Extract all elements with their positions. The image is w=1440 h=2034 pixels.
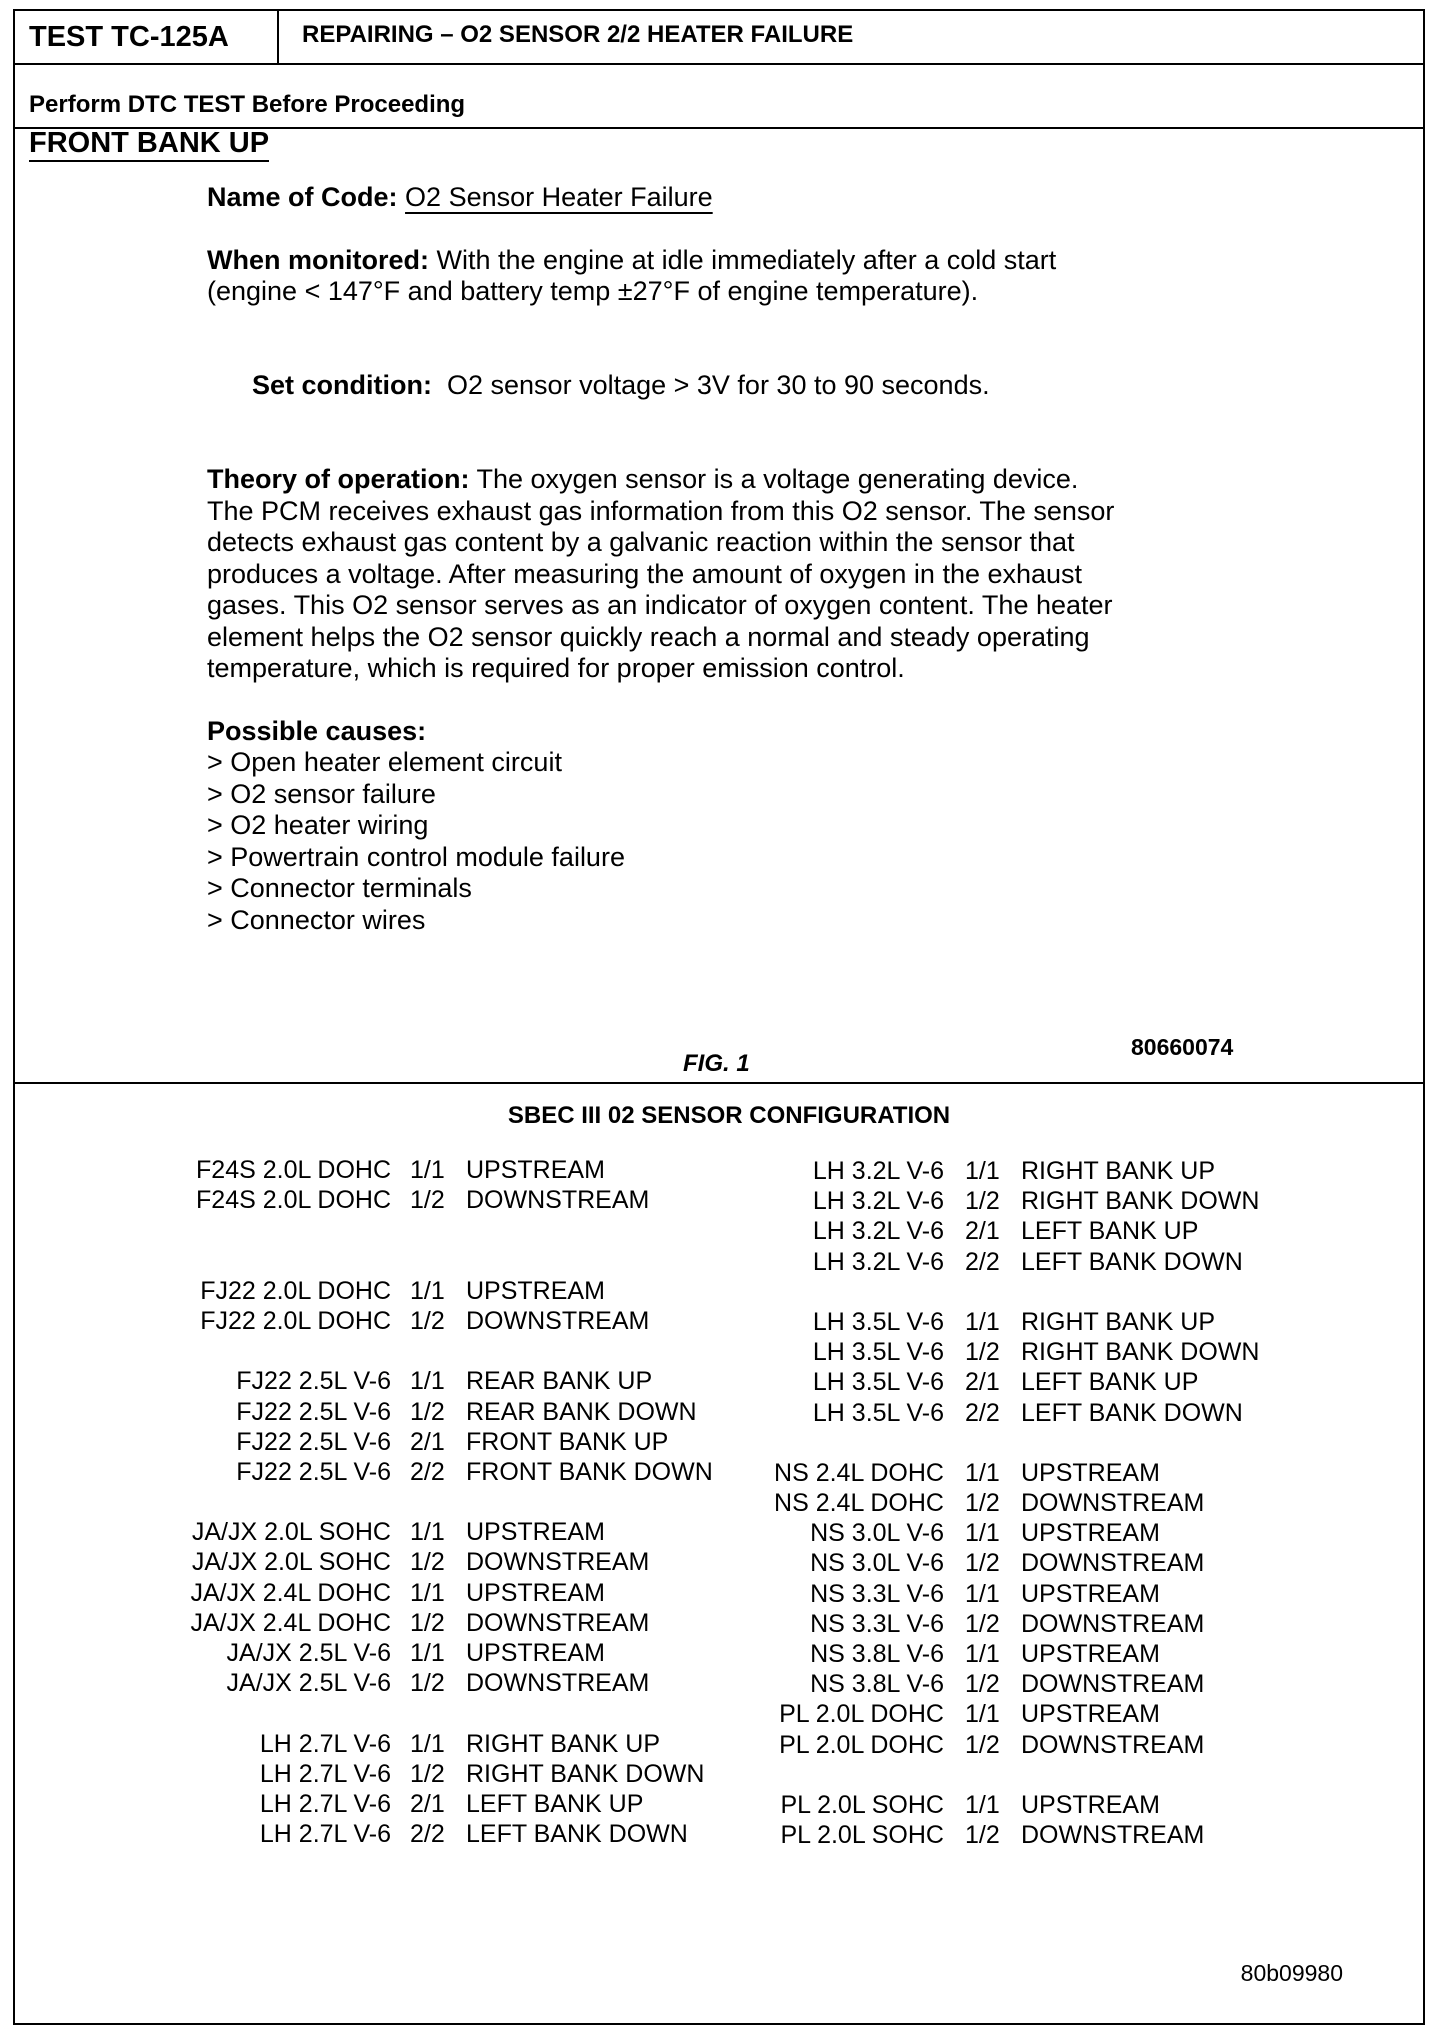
- sensor-position: 2/1: [965, 1368, 1000, 1397]
- engine-label: PL 2.0L DOHC: [779, 1730, 944, 1759]
- sensor-position: 1/1: [410, 1156, 445, 1184]
- config-row: [715, 1307, 1427, 1337]
- theory-line: temperature, which is required for proper emission control.: [207, 653, 905, 683]
- config-row: [715, 1548, 1427, 1578]
- engine-label: NS 2.4L DOHC: [774, 1489, 944, 1518]
- sensor-location: UPSTREAM: [1021, 1458, 1160, 1487]
- figure-id: 80660074: [1131, 1034, 1234, 1060]
- config-row: [15, 1366, 755, 1396]
- engine-label: JA/JX 2.4L DOHC: [190, 1608, 391, 1637]
- engine-label: JA/JX 2.4L DOHC: [190, 1578, 391, 1607]
- config-row: [15, 1397, 755, 1427]
- config-left-column: [15, 1155, 755, 1849]
- when-monitored: [207, 245, 1257, 308]
- engine-label: NS 3.3L V-6: [810, 1579, 944, 1608]
- config-spacer: [15, 1487, 755, 1517]
- sensor-position: 1/1: [410, 1639, 445, 1667]
- config-row: [715, 1367, 1427, 1397]
- config-row: [15, 1729, 755, 1759]
- engine-label: FJ22 2.0L DOHC: [200, 1306, 391, 1335]
- theory-label: Theory of operation:: [207, 464, 470, 494]
- config-row: [15, 1759, 755, 1789]
- engine-label: JA/JX 2.0L SOHC: [191, 1548, 391, 1577]
- sensor-position: 1/2: [965, 1489, 1000, 1518]
- sensor-position: 1/2: [965, 1821, 1000, 1850]
- config-row: [715, 1639, 1427, 1669]
- sensor-location: UPSTREAM: [1021, 1579, 1160, 1608]
- sensor-location: RIGHT BANK UP: [466, 1729, 661, 1758]
- sensor-position: 2/1: [410, 1427, 445, 1456]
- document-page: [13, 9, 1425, 2025]
- cause-item: > O2 heater wiring: [207, 810, 429, 840]
- config-spacer: [715, 1428, 1427, 1458]
- sensor-location: REAR BANK UP: [466, 1367, 653, 1396]
- sensor-position: 2/1: [410, 1789, 445, 1818]
- config-row: [715, 1186, 1427, 1216]
- config-row: [715, 1790, 1427, 1820]
- sensor-location: LEFT BANK DOWN: [466, 1820, 688, 1849]
- sensor-location: LEFT BANK DOWN: [1021, 1247, 1243, 1276]
- sensor-position: 1/2: [410, 1608, 445, 1637]
- engine-label: FJ22 2.0L DOHC: [200, 1276, 391, 1305]
- sensor-location: FRONT BANK DOWN: [466, 1457, 713, 1486]
- sensor-position: 1/1: [410, 1367, 445, 1396]
- engine-label: NS 3.0L V-6: [810, 1549, 944, 1578]
- sensor-location: RIGHT BANK DOWN: [1021, 1187, 1260, 1216]
- sensor-position: 1/2: [410, 1186, 445, 1215]
- config-row: [715, 1699, 1427, 1729]
- cause-item: > Connector terminals: [207, 873, 472, 903]
- sensor-location: UPSTREAM: [466, 1578, 605, 1607]
- figure-label: FIG. 1: [683, 1050, 750, 1077]
- engine-label: LH 2.7L V-6: [259, 1789, 391, 1818]
- engine-label: JA/JX 2.5L V-6: [226, 1639, 391, 1667]
- sensor-location: RIGHT BANK DOWN: [1021, 1338, 1260, 1367]
- config-title: SBEC III 02 SENSOR CONFIGURATION: [507, 1102, 951, 1129]
- theory-line: gases. This O2 sensor serves as an indicator of oxygen content. The heater: [207, 590, 1113, 620]
- engine-label: LH 3.5L V-6: [812, 1368, 944, 1397]
- engine-label: FJ22 2.5L V-6: [236, 1397, 391, 1426]
- config-spacer: [715, 1277, 1427, 1307]
- config-row: [715, 1518, 1427, 1548]
- sensor-location: UPSTREAM: [466, 1156, 605, 1184]
- engine-label: NS 3.8L V-6: [810, 1670, 944, 1699]
- sensor-position: 1/2: [410, 1669, 445, 1698]
- engine-label: LH 3.5L V-6: [812, 1398, 944, 1427]
- config-row: [15, 1638, 755, 1668]
- sensor-position: 1/1: [410, 1729, 445, 1758]
- config-row: [15, 1608, 755, 1638]
- config-row: [715, 1247, 1427, 1277]
- engine-label: LH 2.7L V-6: [259, 1759, 391, 1788]
- set-condition: [207, 339, 1257, 434]
- sensor-location: UPSTREAM: [466, 1518, 605, 1547]
- sensor-position: 1/2: [965, 1730, 1000, 1759]
- sensor-position: 1/2: [965, 1338, 1000, 1367]
- sensor-position: 1/1: [965, 1700, 1000, 1729]
- sensor-position: 1/1: [410, 1276, 445, 1305]
- causes-label: Possible causes:: [207, 715, 427, 746]
- engine-label: FJ22 2.5L V-6: [236, 1367, 391, 1396]
- sensor-position: 1/2: [965, 1187, 1000, 1216]
- config-row: [715, 1398, 1427, 1428]
- details-section: [207, 182, 1257, 936]
- sensor-position: 1/1: [965, 1640, 1000, 1668]
- sensor-location: DOWNSTREAM: [1021, 1670, 1205, 1699]
- test-id: TEST TC-125A: [15, 11, 279, 63]
- sensor-position: 1/2: [965, 1670, 1000, 1699]
- footer-id: 80b09980: [1240, 1960, 1343, 1986]
- sensor-position: 1/2: [965, 1609, 1000, 1638]
- config-row: [15, 1547, 755, 1577]
- config-row: [15, 1517, 755, 1547]
- engine-label: JA/JX 2.0L SOHC: [191, 1518, 391, 1547]
- sensor-location: UPSTREAM: [1021, 1519, 1160, 1548]
- header-title: REPAIRING – O2 SENSOR 2/2 HEATER FAILURE: [302, 21, 854, 48]
- sensor-location: DOWNSTREAM: [1021, 1609, 1205, 1638]
- engine-label: LH 3.5L V-6: [812, 1338, 944, 1367]
- sensor-location: DOWNSTREAM: [1021, 1549, 1205, 1578]
- theory-line: element helps the O2 sensor quickly reach a normal and steady operating: [207, 621, 1090, 652]
- sensor-location: RIGHT BANK DOWN: [466, 1759, 705, 1788]
- engine-label: LH 3.2L V-6: [812, 1247, 944, 1276]
- engine-label: NS 3.8L V-6: [810, 1640, 944, 1668]
- sensor-location: DOWNSTREAM: [466, 1548, 650, 1577]
- sensor-position: 2/1: [965, 1217, 1000, 1246]
- engine-label: F24S 2.0L DOHC: [196, 1186, 391, 1215]
- sensor-position: 1/2: [410, 1306, 445, 1335]
- sensor-position: 1/2: [410, 1759, 445, 1788]
- engine-label: FJ22 2.5L V-6: [236, 1457, 391, 1486]
- sensor-location: RIGHT BANK UP: [1021, 1157, 1216, 1185]
- possible-causes: [207, 716, 1257, 937]
- sensor-position: 1/1: [965, 1157, 1000, 1185]
- config-row: [15, 1819, 755, 1849]
- sensor-location: LEFT BANK UP: [1021, 1217, 1199, 1246]
- sensor-location: DOWNSTREAM: [466, 1186, 650, 1215]
- sensor-location: LEFT BANK UP: [1021, 1368, 1199, 1397]
- config-spacer: [15, 1215, 755, 1245]
- config-row: [15, 1185, 755, 1215]
- sensor-position: 1/2: [965, 1549, 1000, 1578]
- section-divider: [15, 1082, 1423, 1084]
- config-spacer: [15, 1336, 755, 1366]
- theory-of-operation: [207, 464, 1257, 685]
- sensor-position: 2/2: [965, 1398, 1000, 1427]
- sensor-location: DOWNSTREAM: [1021, 1489, 1205, 1518]
- monitored-label: When monitored:: [207, 244, 429, 275]
- cause-item: > Powertrain control module failure: [207, 841, 625, 872]
- config-row: [15, 1578, 755, 1608]
- set-value: O2 sensor voltage > 3V for 30 to 90 seconds.: [432, 370, 990, 400]
- engine-label: LH 3.2L V-6: [812, 1157, 944, 1185]
- engine-label: LH 3.2L V-6: [812, 1187, 944, 1216]
- sensor-position: 1/2: [410, 1397, 445, 1426]
- config-row: [15, 1155, 755, 1185]
- monitored-line2: (engine < 147°F and battery temp ±27°F of engine temperature).: [207, 276, 979, 306]
- sensor-position: 1/1: [965, 1519, 1000, 1548]
- theory-line: The PCM receives exhaust gas information from this O2 sensor. The sensor: [207, 495, 1115, 526]
- name-label: Name of Code:: [207, 182, 398, 212]
- cause-item: > Connector wires: [207, 904, 426, 935]
- engine-label: F24S 2.0L DOHC: [196, 1156, 391, 1184]
- config-row: [715, 1216, 1427, 1246]
- config-row: [15, 1789, 755, 1819]
- sensor-location: DOWNSTREAM: [1021, 1821, 1205, 1850]
- config-row: [715, 1156, 1427, 1186]
- config-row: [15, 1457, 755, 1487]
- sensor-location: UPSTREAM: [1021, 1700, 1160, 1729]
- sensor-position: 1/1: [965, 1458, 1000, 1487]
- sensor-location: LEFT BANK DOWN: [1021, 1398, 1243, 1427]
- sensor-position: 2/2: [965, 1247, 1000, 1276]
- sensor-position: 1/1: [965, 1307, 1000, 1336]
- perform-note: Perform DTC TEST Before Proceeding: [15, 65, 1423, 129]
- config-row: [715, 1458, 1427, 1488]
- config-spacer: [15, 1246, 755, 1276]
- sensor-location: FRONT BANK UP: [466, 1427, 669, 1456]
- config-row: [715, 1730, 1427, 1760]
- config-row: [15, 1668, 755, 1698]
- sensor-position: 1/1: [410, 1518, 445, 1547]
- config-row: [15, 1306, 755, 1336]
- sensor-location: DOWNSTREAM: [466, 1669, 650, 1698]
- config-row: [715, 1579, 1427, 1609]
- config-row: [715, 1337, 1427, 1367]
- sensor-position: 1/1: [965, 1579, 1000, 1608]
- engine-label: PL 2.0L SOHC: [780, 1821, 944, 1850]
- sensor-location: UPSTREAM: [466, 1276, 605, 1305]
- sensor-location: UPSTREAM: [466, 1639, 605, 1667]
- sensor-position: 1/1: [410, 1578, 445, 1607]
- engine-label: NS 3.3L V-6: [810, 1609, 944, 1638]
- config-row: [15, 1427, 755, 1457]
- config-row: [715, 1488, 1427, 1518]
- config-row: [715, 1609, 1427, 1639]
- engine-label: LH 2.7L V-6: [259, 1729, 391, 1758]
- config-spacer: [715, 1760, 1427, 1790]
- monitored-line1: With the engine at idle immediately after a cold start: [428, 244, 1057, 275]
- engine-label: PL 2.0L SOHC: [780, 1790, 944, 1819]
- engine-label: LH 3.2L V-6: [812, 1217, 944, 1246]
- config-row: [715, 1820, 1427, 1850]
- engine-label: PL 2.0L DOHC: [779, 1700, 944, 1729]
- cause-item: > Open heater element circuit: [207, 747, 562, 777]
- config-spacer: [15, 1698, 755, 1728]
- bank-heading: FRONT BANK UP: [29, 126, 269, 162]
- sensor-location: REAR BANK DOWN: [466, 1397, 697, 1426]
- sensor-location: UPSTREAM: [1021, 1640, 1160, 1668]
- sensor-position: 2/2: [410, 1457, 445, 1486]
- engine-label: LH 2.7L V-6: [259, 1820, 391, 1849]
- sensor-position: 1/2: [410, 1548, 445, 1577]
- header-bar: [15, 11, 1423, 65]
- sensor-location: RIGHT BANK UP: [1021, 1307, 1216, 1336]
- name-value: O2 Sensor Heater Failure: [405, 182, 713, 212]
- config-row: [715, 1669, 1427, 1699]
- theory-line: produces a voltage. After measuring the amount of oxygen in the exhaust: [207, 558, 1083, 589]
- engine-label: NS 3.0L V-6: [810, 1519, 944, 1548]
- engine-label: LH 3.5L V-6: [812, 1307, 944, 1336]
- sensor-location: DOWNSTREAM: [466, 1608, 650, 1637]
- name-of-code: [207, 182, 1257, 214]
- engine-label: FJ22 2.5L V-6: [236, 1427, 391, 1456]
- sensor-location: DOWNSTREAM: [1021, 1730, 1205, 1759]
- sensor-location: LEFT BANK UP: [466, 1789, 644, 1818]
- theory-line: The oxygen sensor is a voltage generating device.: [469, 464, 1079, 494]
- sensor-location: DOWNSTREAM: [466, 1306, 650, 1335]
- config-right-column: [715, 1156, 1427, 1850]
- sensor-position: 2/2: [410, 1820, 445, 1849]
- engine-label: JA/JX 2.5L V-6: [226, 1669, 391, 1698]
- set-label: Set condition:: [252, 370, 432, 400]
- config-row: [15, 1276, 755, 1306]
- engine-label: NS 2.4L DOHC: [774, 1458, 944, 1487]
- theory-line: detects exhaust gas content by a galvanic reaction within the sensor that: [207, 527, 1075, 557]
- sensor-position: 1/1: [965, 1790, 1000, 1819]
- cause-item: > O2 sensor failure: [207, 778, 436, 809]
- sensor-location: UPSTREAM: [1021, 1790, 1160, 1819]
